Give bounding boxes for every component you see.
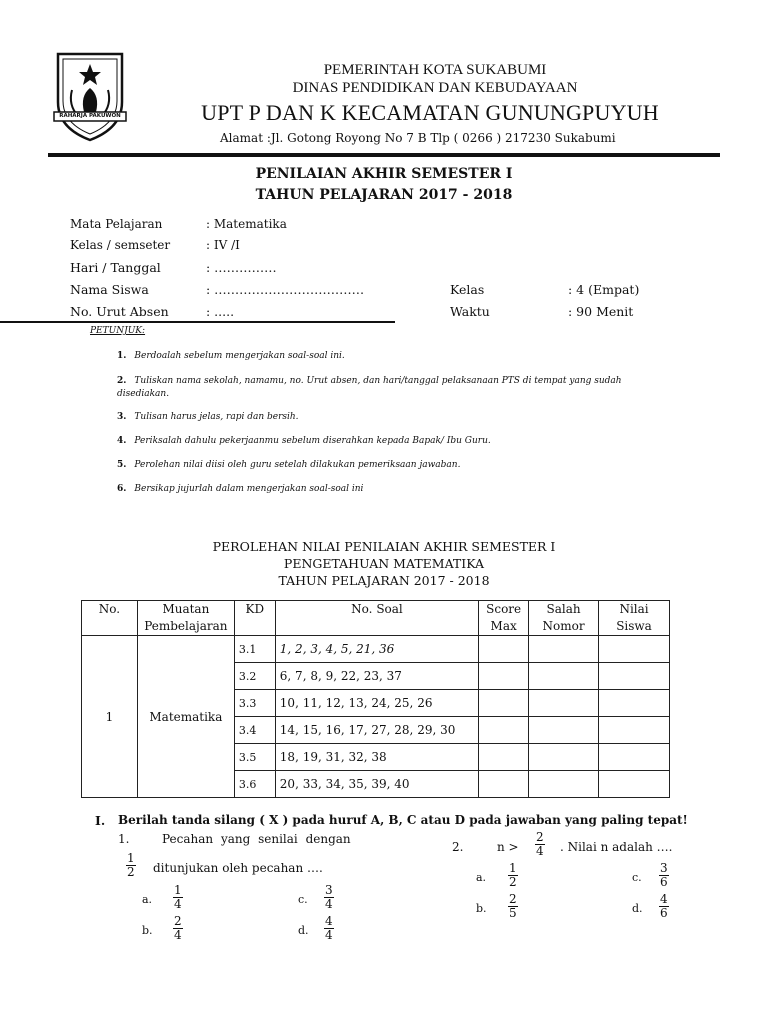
- student-name-field[interactable]: : ………………………………: [206, 282, 365, 297]
- score-max-cell[interactable]: [479, 636, 529, 663]
- instructions-heading: PETUNJUK:: [90, 326, 146, 336]
- section-number: I.: [95, 813, 106, 828]
- question-2-text: n >: [497, 840, 519, 854]
- instruction-number: 6.: [117, 484, 127, 494]
- question-1-text-b: ditunjukan oleh pecahan ….: [153, 861, 323, 875]
- option-c-letter[interactable]: c.: [632, 871, 642, 884]
- question-1-text: Pecahan yang senilai dengan: [162, 832, 351, 846]
- kd-cell: 3.4: [234, 717, 275, 744]
- option-a-fraction[interactable]: $\frac{1}{2}$: [509, 861, 517, 889]
- wrong-number-cell[interactable]: [529, 663, 599, 690]
- class-value: : 4 (Empat): [568, 282, 640, 297]
- letterhead-line1: PEMERINTAH KOTA SUKABUMI: [323, 62, 547, 78]
- kd-cell: 3.2: [234, 663, 275, 690]
- student-score-cell[interactable]: [599, 717, 670, 744]
- score-title-1: PEROLEHAN NILAI PENILAIAN AKHIR SEMESTER I: [212, 539, 556, 554]
- instruction-text: Periksalah dahulu pekerjaanmu sebelum diserahkan kepada Bapak/ Ibu Guru.: [134, 436, 491, 446]
- exam-year: TAHUN PELAJARAN 2017 - 2018: [255, 187, 513, 203]
- instruction-number: 2.: [117, 376, 127, 386]
- option-b-letter[interactable]: b.: [476, 902, 487, 915]
- option-c-fraction[interactable]: $\frac{3}{6}$: [660, 861, 668, 889]
- wrong-number-cell[interactable]: [529, 636, 599, 663]
- header-salah: Salah Nomor: [529, 601, 599, 636]
- option-b-fraction[interactable]: $\frac{2}{4}$: [174, 914, 182, 942]
- student-score-cell[interactable]: [599, 690, 670, 717]
- instruction-text: Berdoalah sebelum mengerjakan soal-soal ini.: [134, 351, 345, 361]
- kd-cell: 3.1: [234, 636, 275, 663]
- identity-divider: [0, 321, 395, 323]
- score-max-cell[interactable]: [479, 744, 529, 771]
- table-header-row: [82, 601, 670, 636]
- option-b-fraction[interactable]: $\frac{2}{5}$: [509, 892, 517, 920]
- logo-motto: RAHARJA PAKUWON: [59, 113, 121, 119]
- instruction-text: Tulisan harus jelas, rapi dan bersih.: [134, 412, 299, 422]
- absence-number-field[interactable]: : .....: [206, 304, 235, 319]
- option-c-letter[interactable]: c.: [298, 893, 308, 906]
- question-1-number: 1.: [118, 832, 130, 846]
- instruction-text: Tuliskan nama sekolah, namamu, no. Urut absen, dan hari/tanggal pelaksanaan PTS di tempat yang sudah disediakan.: [117, 376, 622, 399]
- letterhead-address: Alamat :Jl. Gotong Royong No 7 B Tlp ( 0266 ) 217230 Sukabumi: [220, 131, 616, 145]
- option-a-letter[interactable]: a.: [142, 893, 153, 906]
- student-score-cell[interactable]: [599, 771, 670, 798]
- time-value: : 90 Menit: [568, 304, 634, 319]
- instruction-item: [117, 484, 657, 494]
- instruction-number: 3.: [117, 412, 127, 422]
- option-d-fraction[interactable]: $\frac{4}{4}$: [325, 914, 333, 942]
- absence-number-label: No. Urut Absen: [70, 304, 169, 319]
- wrong-number-cell[interactable]: [529, 690, 599, 717]
- question-2-fraction: $\frac{2}{4}$: [536, 830, 544, 858]
- class-label: Kelas: [450, 282, 485, 297]
- soal-cell: 14, 15, 16, 17, 27, 28, 29, 30: [275, 717, 478, 744]
- letterhead-divider: [48, 153, 720, 157]
- option-c-fraction[interactable]: $\frac{3}{4}$: [325, 883, 333, 911]
- class-semester-label: Kelas / semseter: [70, 238, 171, 252]
- score-max-cell[interactable]: [479, 690, 529, 717]
- student-score-cell[interactable]: [599, 636, 670, 663]
- question-2-number: 2.: [452, 840, 464, 854]
- header-soal: No. Soal: [275, 601, 478, 636]
- score-max-cell[interactable]: [479, 771, 529, 798]
- score-max-cell[interactable]: [479, 717, 529, 744]
- option-a-letter[interactable]: a.: [476, 871, 487, 884]
- school-logo: [50, 50, 130, 142]
- instruction-number: 1.: [117, 351, 127, 361]
- instruction-text: Bersikap jujurlah dalam mengerjakan soal-soal ini: [134, 484, 364, 494]
- row-number: 1: [82, 636, 138, 798]
- subject-label: Mata Pelajaran: [70, 217, 163, 231]
- date-field[interactable]: : ……………: [206, 260, 277, 275]
- option-b-letter[interactable]: b.: [142, 924, 153, 937]
- class-semester-value: : IV /I: [206, 238, 240, 252]
- option-d-fraction[interactable]: $\frac{4}{6}$: [660, 892, 668, 920]
- soal-cell: 20, 33, 34, 35, 39, 40: [275, 771, 478, 798]
- kd-cell: 3.6: [234, 771, 275, 798]
- score-title-2: PENGETAHUAN MATEMATIKA: [283, 556, 485, 571]
- score-table: [81, 600, 670, 798]
- subject-value: : Matematika: [206, 217, 287, 231]
- soal-cell: 18, 19, 31, 32, 38: [275, 744, 478, 771]
- instruction-item: [117, 412, 657, 422]
- row-subject: Matematika: [137, 636, 234, 798]
- question-2-text-b: . Nilai n adalah ….: [560, 840, 673, 854]
- option-a-fraction[interactable]: $\frac{1}{4}$: [174, 883, 182, 911]
- header-nilai: Nilai Siswa: [599, 601, 670, 636]
- instruction-item: [117, 375, 662, 401]
- score-title-3: TAHUN PELAJARAN 2017 - 2018: [278, 573, 490, 588]
- student-name-label: Nama Siswa: [70, 282, 149, 297]
- wrong-number-cell[interactable]: [529, 717, 599, 744]
- header-no: No.: [82, 601, 138, 636]
- instruction-item: [117, 436, 657, 446]
- option-d-letter[interactable]: d.: [632, 902, 643, 915]
- soal-cell: 1, 2, 3, 4, 5, 21, 36: [275, 636, 478, 663]
- instruction-item: [117, 460, 657, 470]
- wrong-number-cell[interactable]: [529, 771, 599, 798]
- question-1-fraction: $\frac{1}{2}$: [127, 851, 135, 879]
- letterhead-line3: UPT P DAN K KECAMATAN GUNUNGPUYUH: [201, 100, 659, 125]
- header-kd: KD: [234, 601, 275, 636]
- kd-cell: 3.3: [234, 690, 275, 717]
- instruction-number: 5.: [117, 460, 127, 470]
- wrong-number-cell[interactable]: [529, 744, 599, 771]
- soal-cell: 10, 11, 12, 13, 24, 25, 26: [275, 690, 478, 717]
- instruction-text: Perolehan nilai diisi oleh guru setelah dilakukan pemeriksaan jawaban.: [134, 460, 461, 470]
- date-label: Hari / Tanggal: [70, 260, 161, 275]
- kd-cell: 3.5: [234, 744, 275, 771]
- letterhead-line2: DINAS PENDIDIKAN DAN KEBUDAYAAN: [292, 80, 578, 96]
- sukabumi-crest-icon: [50, 50, 130, 142]
- soal-cell: 6, 7, 8, 9, 22, 23, 37: [275, 663, 478, 690]
- instruction-number: 4.: [117, 436, 127, 446]
- time-label: Waktu: [450, 304, 490, 319]
- score-max-cell[interactable]: [479, 663, 529, 690]
- instruction-item: [117, 351, 657, 361]
- header-muatan: Muatan Pembelajaran: [137, 601, 234, 636]
- section-instruction: Berilah tanda silang ( X ) pada huruf A, B, C atau D pada jawaban yang paling tepat!: [118, 813, 688, 827]
- header-score: Score Max: [479, 601, 529, 636]
- option-d-letter[interactable]: d.: [298, 924, 309, 937]
- table-row: [82, 636, 670, 663]
- student-score-cell[interactable]: [599, 744, 670, 771]
- exam-title: PENILAIAN AKHIR SEMESTER I: [255, 166, 513, 182]
- student-score-cell[interactable]: [599, 663, 670, 690]
